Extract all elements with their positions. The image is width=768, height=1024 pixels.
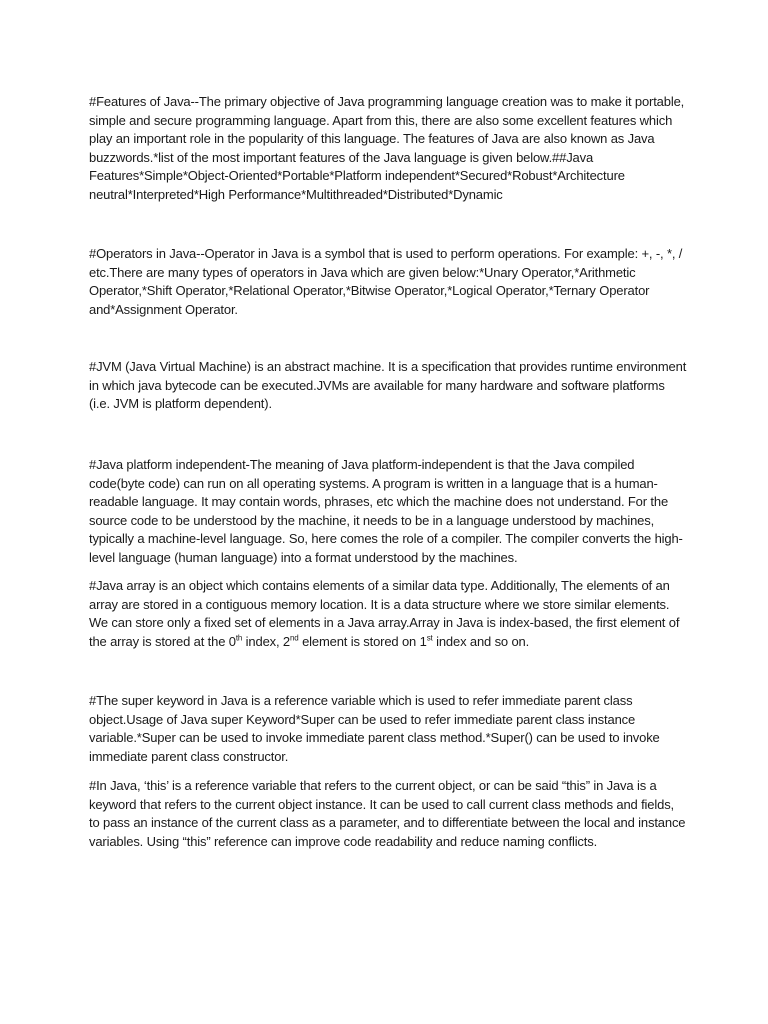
platform-independent-paragraph: #Java platform independent-The meaning of Java platform-independent is that the Java compiled code(byte code) can run on all operating systems. A program is written in a language that is a human-readable language. It may contain words, phrases, etc which the machine does not understand. For the source code to be understood by the machine, it needs to be in a language understood by machines, typically a machine-level language. So, here comes the role of a compiler. The compiler converts the high-level language (human language) into a format understood by the machines. bbox=[89, 457, 683, 565]
array-text-part4: index and so on. bbox=[432, 633, 530, 649]
jvm-paragraph: #JVM (Java Virtual Machine) is an abstract machine. It is a specification that provides runtime environment in which java bytecode can be executed.JVMs are available for many hardware and software platforms (i.e. JVM is platform dependent). bbox=[89, 359, 687, 411]
super-keyword-paragraph: #The super keyword in Java is a reference variable which is used to refer immediate parent class object.Usage of Java super Keyword*Super can be used to refer immediate parent class instance variable.*Super can be used to invoke immediate parent class method.*Super() can be used to invoke immediate parent class constructor. bbox=[89, 693, 660, 764]
operators-paragraph: #Operators in Java--Operator in Java is a symbol that is used to perform operations. For example: +, -, *, / etc.There are many types of operators in Java which are given below:*Unary Operator,*Arithmetic Operator,*Shift Operator,*Relational Operator,*Bitwise Operator,*Logical Operator,*Ternary Operator and*Assignment Operator. bbox=[89, 246, 683, 317]
ordinal-superscript-nd: nd bbox=[290, 633, 299, 643]
array-text-part3: element is stored on 1 bbox=[298, 633, 427, 649]
array-text-part2: index, 2 bbox=[242, 633, 290, 649]
this-keyword-paragraph: #In Java, ‘this’ is a reference variable that refers to the current object, or can be said “this” in Java is a keyword that refers to the current object instance. It can be used to call current class methods and fields, to pass an instance of the current class as a parameter, and to differentiate between the local and instance variables. Using “this” reference can improve code readability and reduce naming conflicts. bbox=[89, 778, 686, 849]
features-paragraph: #Features of Java--The primary objective of Java programming language creation was to make it portable, simple and secure programming language. Apart from this, there are also some excellent features which play an important role in the popularity of this language. The features of Java are also known as Java buzzwords.*list of the most important features of the Java language is given below.##Java Features*Simple*Object-Oriented*Portable*Platform independent*Secured*Robust*Architecture neutral*Interpreted*High Performance*Multithreaded*Distributed*Dynamic bbox=[89, 94, 685, 202]
ordinal-superscript-st: st bbox=[426, 633, 433, 643]
ordinal-superscript-th: th bbox=[235, 633, 243, 643]
array-paragraph bbox=[89, 577, 687, 651]
array-text-part1: #Java array is an object which contains elements of a similar data type. Additionally, The elements of an array are stored in a contiguous memory location. It is a data structure where we store similar elements. We can store only a fixed set of elements in a Java array.Array in Java is index-based, the first element of the array is stored at the 0 bbox=[89, 578, 680, 649]
